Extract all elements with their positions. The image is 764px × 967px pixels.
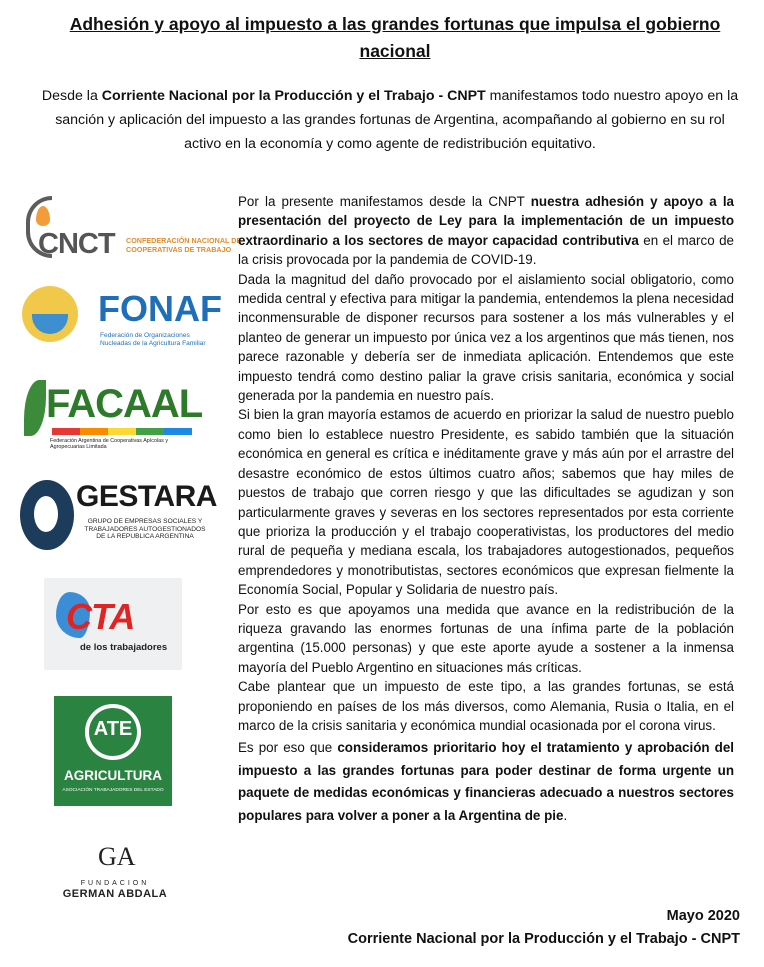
gestara-logo-text: GESTARA xyxy=(76,480,217,513)
fundacion-german-abdala-logo xyxy=(50,842,180,902)
page-title: Adhesión y apoyo al impuesto a las grandes fortunas que impulsa el gobierno nacional xyxy=(69,14,721,61)
facaal-leaf-icon xyxy=(24,380,46,436)
body-paragraph-4: Por esto es que apoyamos una medida que avance en la redistribución de la riqueza gravando las enormes fortunas de una ínfima parte de la población argentina (15.000 personas) y que este aporte ayude a sostener a la inmensa mayoría del Pueblo Argentino en situaciones más críticas. xyxy=(238,601,734,675)
logos-column xyxy=(0,180,242,900)
cta-logo xyxy=(44,578,182,670)
p6-suffix: . xyxy=(563,807,568,823)
p6-prefix: Es por eso que xyxy=(238,740,338,756)
intro-prefix: Desde la xyxy=(41,88,102,104)
fga-monogram: GA xyxy=(98,842,136,871)
p1-suffix: en el marco de la crisis provocada por la pandemia de COVID-19. xyxy=(238,232,734,268)
ate-logo-subtitle: AGRICULTURA xyxy=(64,768,162,783)
ate-logo-subtitle-small: ASOCIACIÓN TRABAJADORES DEL ESTADO xyxy=(62,788,164,793)
gestara-g-icon xyxy=(20,480,74,550)
fonaf-sun-icon xyxy=(22,286,78,342)
facaal-logo-subtitle: Federación Argentina de Cooperativas Apícolas y Agropecuarias Limitada xyxy=(50,438,169,450)
body-text xyxy=(238,192,734,827)
body-paragraph-2: Dada la magnitud del daño provocado por el aislamiento social obligatorio, como medida central y efectiva para mitigar la pandemia, entendemos la plena necesidad inconmensurable de disponer recursos para sostener a los más vulnerables y el planteo de generar un impuesto por única vez a los argentinos que más tienen, nos parece razonable y debería ser de inmediata aplicación. Entendemos que este impuesto tendrá como destino paliar la grave crisis sanitaria, económica y social generada por la pandemia en nuestro país. xyxy=(238,271,734,404)
p1-bold: nuestra adhesión y apoyo a la presentación del proyecto de Ley para la implementación de un impuesto extraordinario a los sectores de mayor capacidad contributiva xyxy=(238,194,734,248)
body-paragraph-1 xyxy=(238,192,734,270)
facaal-logo-text: FACAAL xyxy=(46,382,203,426)
ate-logo-text: ATE xyxy=(93,718,133,740)
cnct-logo-subtitle: CONFEDERACIÓN NACIONAL DE COOPERATIVAS DE TRABAJO xyxy=(126,236,242,254)
fonaf-logo-subtitle: Federación de Organizaciones Nucleadas de la Agricultura Familiar xyxy=(100,332,206,347)
fonaf-logo xyxy=(20,282,220,360)
ate-logo xyxy=(54,696,172,806)
signature-org: Corriente Nacional por la Producción y el Trabajo - CNPT xyxy=(347,931,740,947)
body-paragraph-3: Si bien la gran mayoría estamos de acuerdo en priorizar la salud de nuestro pueblo como bien lo establece nuestro Presidente, es sabido también que la situación económica en general es crítica e inéditamente grave y más aún por el arrastre del desastre económico de estos últimos cuatro años; sabemos que hay miles de puestos de trabajo que corren riesgo y que las dificultades se agudizan y son particularmente graves y severas en los sectores representados por esta corriente que prioriza la producción y el trabajo cooperativistas, los productores del medio rural de pequeña y mediana escala, los trabajadores autogestionados, pequeños emprendedores y monotributistas, sectores económicos que expresan fielmente la Economía Social, Popular y Solidaria de nuestro país. xyxy=(238,407,734,598)
cta-logo-text: CTA xyxy=(66,596,135,637)
gestara-logo xyxy=(18,478,217,554)
cnct-logo xyxy=(22,192,242,262)
intro-paragraph xyxy=(40,84,740,156)
signature-block xyxy=(348,905,740,951)
body-paragraph-6 xyxy=(238,737,734,827)
signature-date: Mayo 2020 xyxy=(666,908,740,924)
cta-logo-subtitle: de los trabajadores xyxy=(80,642,168,653)
cnct-logo-text: CNCT xyxy=(38,228,115,260)
fga-logo-name: GERMAN ABDALA xyxy=(62,888,168,900)
p1-prefix: Por la presente manifestamos desde la CNPT xyxy=(238,194,531,209)
body-paragraph-5: Cabe plantear que un impuesto de este tipo, a las grandes fortunas, se está proponiendo en países de los más diversos, como Alemania, Rusia o Italia, en el marco de la crisis sanitaria y económica mundial ocasionada por el corona virus. xyxy=(238,679,734,733)
intro-org: Corriente Nacional por la Producción y el Trabajo - CNPT xyxy=(101,88,486,104)
facaal-logo xyxy=(22,370,203,452)
intro-suffix: manifestamos todo nuestro apoyo en la sanción y aplicación del impuesto a las grandes fortunas de Argentina, acompañando al gobierno en su rol activo en la economía y como agente de redistribución equitativo. xyxy=(55,88,739,152)
fonaf-logo-text: FONAF xyxy=(98,288,222,329)
facaal-color-stripe xyxy=(52,428,192,435)
fga-logo-subtitle: FUNDACION xyxy=(80,880,150,887)
cnct-flame-icon xyxy=(36,206,50,226)
gestara-logo-subtitle: GRUPO DE EMPRESAS SOCIALES Y TRABAJADORES AUTOGESTIONADOS DE LA REPUBLICA ARGENTINA xyxy=(84,518,206,540)
p6-bold: consideramos prioritario hoy el tratamiento y aprobación del impuesto a las grandes fortunas para poder destinar de forma urgente un paquete de medidas económicas y financieras adecuado a nuestros sectores populares para volver a poner a la Argentina de pie xyxy=(238,740,735,823)
